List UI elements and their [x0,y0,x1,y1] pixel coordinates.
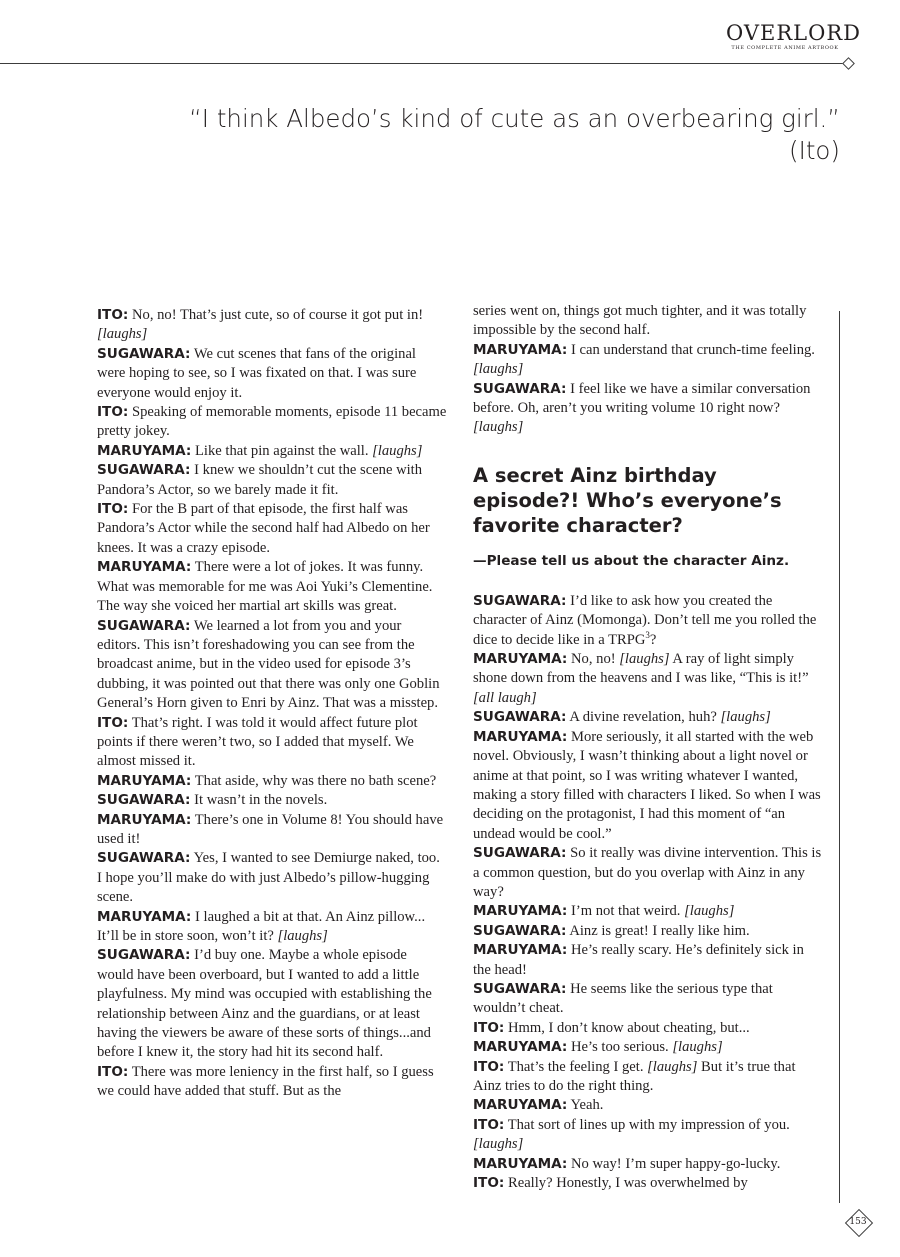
side-rule [839,311,840,1203]
dialogue-text: That’s right. I was told it would affect future plot points if there weren’t two, so I added that myself. We almost missed it. [97,714,418,770]
speaker-name: MARUYAMA: [97,559,192,576]
dialogue-line [97,849,447,907]
dialogue-text: Yes, I wanted to see Demiurge naked, too. I hope you’ll make do with just Albedo’s pillow-hugging scene. [97,850,440,906]
dialogue-text: That sort of lines up with my impression of you. [504,1116,790,1133]
dialogue-text: It wasn’t in the novels. [190,792,328,809]
dialogue-text: So it really was divine intervention. This is a common question, but do you overlap with Ainz in any way? [473,845,822,900]
stage-direction: [laughs] [473,419,524,436]
section-heading: A secret Ainz birthday episode?! Who’s everyone’s favorite character? [473,463,782,537]
dialogue-line [473,1116,823,1155]
dialogue-line [473,728,823,844]
speaker-name: MARUYAMA: [97,811,192,828]
speaker-name: SUGAWARA: [97,345,191,362]
speaker-name: SUGAWARA: [473,922,567,939]
stage-direction: [laughs] [672,1039,723,1056]
dialogue-line [473,380,823,438]
dialogue-text: I can understand that crunch-time feeling. [567,341,815,358]
speaker-name: MARUYAMA: [97,908,192,925]
pull-quote-text: “I think Albedo’s kind of cute as an overbearing girl.” [189,104,840,133]
stage-direction: [laughs] [473,361,524,378]
header-rule [0,63,850,64]
dialogue-text: No way! I’m super happy-go-lucky. [567,1155,781,1172]
speaker-name: SUGAWARA: [97,617,191,634]
dialogue-text: A ray of light simply shone down from the heavens and I was like, “This is it!” [473,651,809,687]
speaker-name: ITO: [473,1175,505,1192]
dialogue-line [97,558,447,616]
pull-quote-attribution: (Ito) [789,136,840,165]
dialogue-line [473,922,823,941]
speaker-name: SUGAWARA: [473,845,567,862]
stage-direction: [laughs] [97,326,148,343]
speaker-name: ITO: [97,501,129,518]
dialogue-line [473,1174,823,1193]
dialogue-text: Really? Honestly, I was overwhelmed by [504,1175,748,1192]
dialogue-text: No, no! That’s just cute, so of course it got put in! [128,307,424,323]
speaker-name: MARUYAMA: [473,1039,568,1056]
speaker-name: MARUYAMA: [473,1097,568,1114]
dialogue-text: I laughed a bit at that. An Ainz pillow... It’ll be in store soon, won’t it? [97,908,426,944]
dialogue-text: No, no! [567,651,620,668]
dialogue-text: He’s really scary. He’s definitely sick in the head! [473,942,804,978]
dialogue-line [473,980,823,1019]
right-column-bottom-paragraphs [473,592,823,1194]
dialogue-line [473,1058,823,1097]
dialogue-line [473,592,823,650]
speaker-name: ITO: [97,404,129,421]
dialogue-text: He seems like the serious type that wouldn’t cheat. [473,980,773,1017]
speaker-name: SUGAWARA: [473,380,567,397]
dialogue-line [97,403,447,442]
dialogue-line [97,908,447,947]
speaker-name: MARUYAMA: [473,942,568,959]
page-number-badge [845,1209,871,1235]
dialogue-line [473,302,823,341]
stage-direction: [laughs] [372,442,423,459]
dialogue-text: Yeah. [567,1097,604,1114]
speaker-name: MARUYAMA: [473,1155,568,1172]
dialogue-text: More seriously, it all started with the web novel. Obviously, I wasn’t thinking about a light novel or anime at that point, so I was writing whatever I wanted, making a story filled with characters I liked. So when I was deciding on the protagonist, I had this moment of “an undead would be cool.” [473,728,821,842]
dialogue-line [97,811,447,850]
dialogue-line [473,844,823,902]
dialogue-text: There’s one in Volume 8! You should have used it! [97,811,444,847]
dialogue-line [473,1038,823,1057]
dialogue-text: I feel like we have a similar conversation before. Oh, aren’t you writing volume 10 right now? [473,380,811,417]
dialogue-text: I knew we shouldn’t cut the scene with Pandora’s Actor, so we barely made it fit. [97,462,423,498]
dialogue-line [473,1019,823,1038]
stage-direction: [all laugh] [473,689,537,706]
dialogue-text: Ainz is great! I really like him. [566,922,750,939]
logo-title: OVERLORD [726,21,861,45]
section-subheading: —Please tell us about the character Ainz. [473,552,790,569]
dialogue-line [97,345,447,403]
dialogue-text: There were a lot of jokes. It was funny. What was memorable for me was Aoi Yuki’s Clementine. The way she voiced her martial art skills was great. [97,559,433,615]
footnote-marker: 3 [645,629,650,640]
dialogue-text: He’s too serious. [567,1039,673,1056]
speaker-name: MARUYAMA: [473,341,568,358]
stage-direction: [laughs] [277,928,328,944]
dialogue-text: Speaking of memorable moments, episode 11 became pretty jokey. [97,404,447,440]
dialogue-text: That’s the feeling I get. [504,1058,648,1075]
speaker-name: MARUYAMA: [97,442,192,459]
speaker-name: SUGAWARA: [473,592,567,609]
speaker-name: MARUYAMA: [473,903,568,920]
dialogue-text: We cut scenes that fans of the original were hoping to see, so I was fixated on that. I was sure everyone would enjoy it. [97,345,417,401]
speaker-name: ITO: [97,714,129,731]
speaker-name: MARUYAMA: [97,772,192,789]
dialogue-text: I’d like to ask how you created the character of Ainz (Momonga). Don’t tell me you rolled the dice to decide like in a TRPG [473,592,817,648]
dialogue-text: A divine revelation, huh? [566,709,721,726]
speaker-name: ITO: [97,307,129,323]
speaker-name: SUGAWARA: [473,709,567,726]
stage-direction: [laughs] [720,709,771,726]
dialogue-text: Hmm, I don’t know about cheating, but... [504,1019,750,1036]
left-column [97,306,447,1102]
dialogue-text: For the B part of that episode, the first half was Pandora’s Actor while the second half had Albedo on her knees. It was a crazy episode. [97,501,430,556]
stage-direction: [laughs] [684,903,735,920]
speaker-name: ITO: [97,1063,129,1080]
dialogue-line [97,461,447,500]
speaker-name: SUGAWARA: [473,980,567,997]
speaker-name: ITO: [473,1116,505,1133]
page-number: 153 [849,1217,867,1227]
dialogue-text: I’m not that weird. [567,903,685,920]
dialogue-text: Like that pin against the wall. [191,442,373,459]
speaker-name: SUGAWARA: [97,850,191,867]
dialogue-line [97,714,447,772]
dialogue-line [97,442,447,461]
dialogue-line [473,708,823,727]
speaker-name: SUGAWARA: [97,792,191,809]
dialogue-text: There was more leniency in the first half, so I guess we could have added that stuff. But as the [97,1063,434,1100]
dialogue-line [473,1096,823,1115]
dialogue-text: We learned a lot from you and your editors. This isn’t foreshadowing you can see from the broadcast anime, but in the video used for episode 3’s dubbing, it was pointed out that there was only one Goblin General’s Horn given to Enri by Ainz. That was a misstep. [97,617,440,712]
stage-direction: [laughs] [647,1058,698,1075]
dialogue-line [473,341,823,380]
speaker-name: ITO: [473,1058,505,1075]
stage-direction: [laughs] [619,651,670,668]
dialogue-text: But it’s true that Ainz tries to do the right thing. [473,1058,796,1094]
header-diamond-ornament [842,57,855,70]
speaker-name: MARUYAMA: [473,728,568,745]
dialogue-line [97,791,447,810]
speaker-name: ITO: [473,1019,505,1036]
overlord-logo [726,21,861,52]
left-column-paragraphs [97,306,447,1102]
speaker-name: MARUYAMA: [473,651,568,668]
logo-subtitle: THE COMPLETE ANIME ARTBOOK [731,45,839,51]
dialogue-line [473,902,823,921]
dialogue-line [97,306,447,345]
dialogue-text: ? [649,631,657,648]
speaker-name: SUGAWARA: [97,947,191,964]
dialogue-line [97,1063,447,1102]
dialogue-line [473,941,823,980]
dialogue-text: series went on, things got much tighter, and it was totally impossible by the second half. [473,303,807,339]
stage-direction: [laughs] [473,1136,524,1153]
dialogue-line [473,1155,823,1174]
dialogue-line [97,500,447,558]
speaker-name: SUGAWARA: [97,462,191,479]
dialogue-line [473,650,823,708]
right-column [473,302,823,1193]
dialogue-text: That aside, why was there no bath scene? [191,772,437,789]
dialogue-line [97,617,447,714]
dialogue-line [97,946,447,1062]
dialogue-text: I’d buy one. Maybe a whole episode would have been overboard, but I wanted to add a little playfulness. My mind was occupied with establishing the relationship between Ainz and the guardians, or at least having the viewers be aware of these sorts of things...and before I knew it, the story had hit its second half. [97,947,432,1061]
pull-quote [140,103,840,167]
right-column-top-paragraphs [473,302,823,438]
dialogue-line [97,772,447,791]
